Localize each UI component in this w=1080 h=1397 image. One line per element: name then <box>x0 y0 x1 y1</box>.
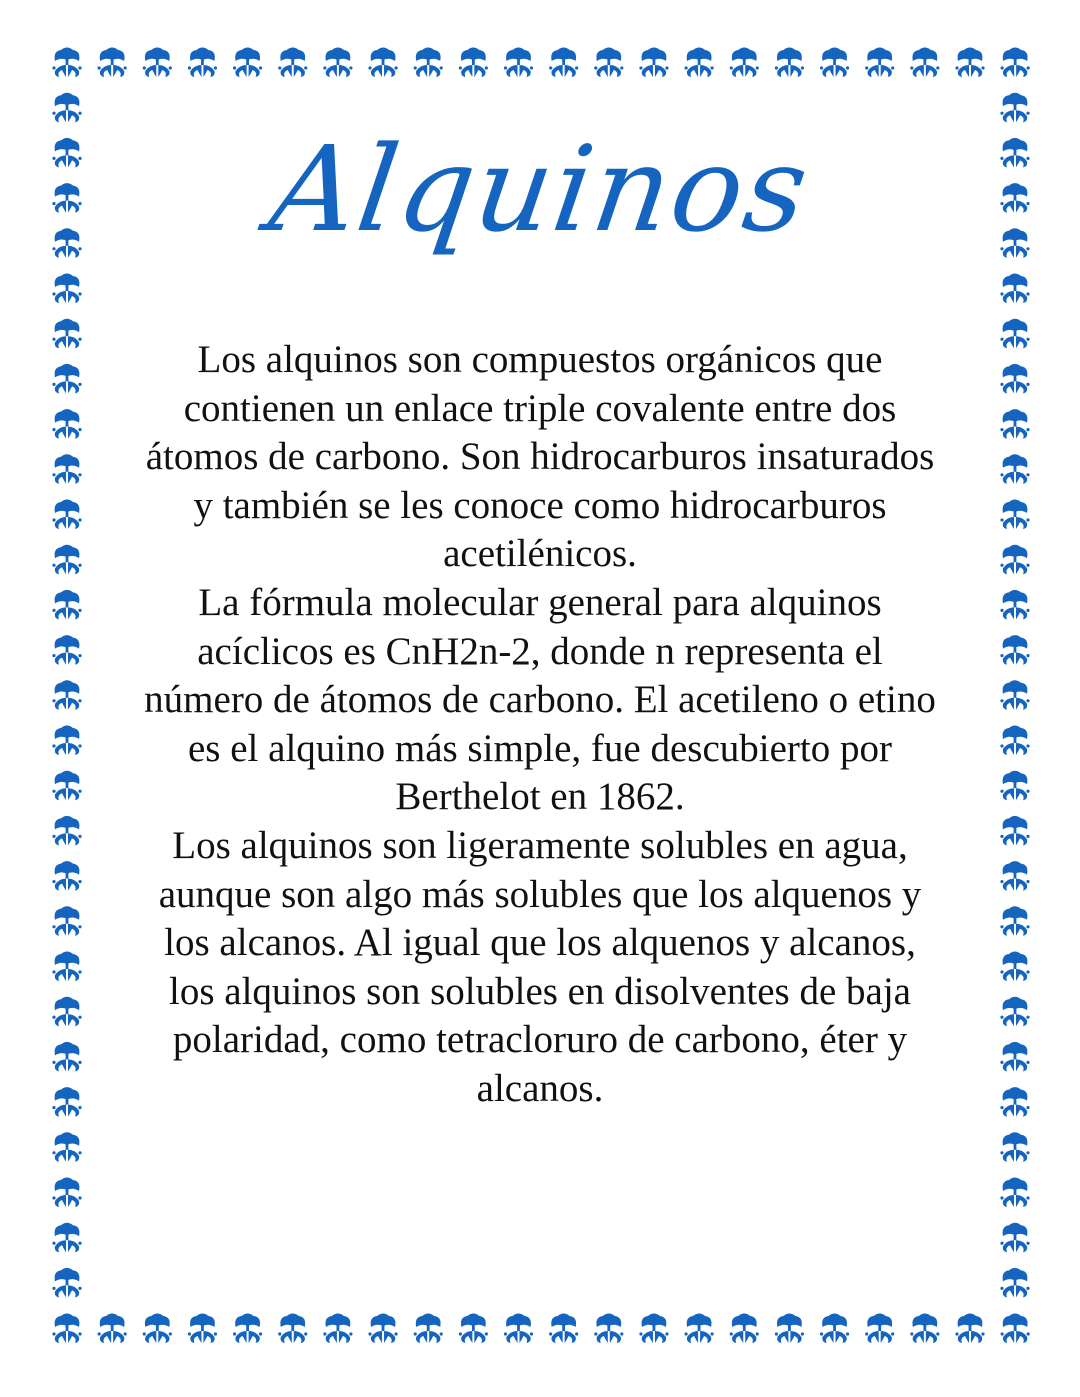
floral-ornament-icon <box>685 1314 714 1344</box>
floral-ornament-icon <box>1000 1132 1029 1162</box>
floral-ornament-icon <box>414 1314 443 1344</box>
floral-ornament-icon <box>52 590 81 620</box>
floral-ornament-icon <box>188 48 217 78</box>
floral-ornament-icon <box>52 997 81 1026</box>
floral-ornament-icon <box>1000 319 1029 349</box>
floral-ornament-icon <box>143 48 172 78</box>
floral-ornament-icon <box>52 771 81 801</box>
floral-ornament-icon <box>1000 635 1029 665</box>
floral-ornament-icon <box>52 635 81 665</box>
floral-ornament-icon <box>459 48 488 78</box>
floral-ornament-icon <box>52 680 81 710</box>
floral-ornament-icon <box>52 816 81 846</box>
floral-ornament-icon <box>775 48 804 78</box>
floral-ornament-icon <box>1000 861 1029 891</box>
floral-ornament-icon <box>52 1042 81 1072</box>
paragraph-formula: La fórmula molecular general para alquinos acíclicos es CnH2n-2, donde n representa el número de átomos de carbono. El acetileno o etino es el alquino más simple, fue descubierto por Berthelot en 1862. <box>144 580 936 819</box>
floral-ornament-icon <box>233 48 262 78</box>
floral-ornament-icon <box>1001 1314 1030 1344</box>
floral-ornament-icon <box>143 1314 172 1344</box>
floral-ornament-icon <box>188 1314 217 1344</box>
floral-ornament-icon <box>1000 1178 1029 1208</box>
floral-ornament-icon <box>278 1314 307 1344</box>
floral-ornament-icon <box>594 1314 623 1344</box>
floral-ornament-icon <box>1000 997 1029 1026</box>
floral-ornament-icon <box>504 48 533 78</box>
floral-ornament-icon <box>910 1314 939 1344</box>
floral-ornament-icon <box>98 1314 127 1344</box>
floral-ornament-icon <box>1000 1087 1029 1117</box>
floral-ornament-icon <box>1000 1223 1029 1253</box>
floral-ornament-icon <box>52 726 81 756</box>
floral-ornament-icon <box>1000 409 1029 439</box>
floral-ornament-icon <box>323 48 352 78</box>
floral-ornament-icon <box>955 1314 984 1344</box>
floral-ornament-icon <box>504 1314 533 1344</box>
floral-ornament-icon <box>1001 48 1030 78</box>
floral-ornament-icon <box>1000 1042 1029 1072</box>
floral-ornament-icon <box>52 861 81 891</box>
floral-ornament-icon <box>549 48 578 78</box>
floral-ornament-icon <box>52 1087 81 1117</box>
floral-ornament-icon <box>1000 726 1029 756</box>
floral-ornament-icon <box>52 1132 81 1162</box>
floral-ornament-icon <box>1000 816 1029 846</box>
floral-ornament-icon <box>1000 274 1029 304</box>
floral-ornament-icon <box>52 952 81 982</box>
floral-ornament-icon <box>820 48 849 78</box>
floral-ornament-icon <box>233 1314 262 1344</box>
floral-ornament-icon <box>1000 500 1029 530</box>
document-body <box>140 336 940 1114</box>
floral-ornament-icon <box>955 48 984 78</box>
floral-ornament-icon <box>52 409 81 439</box>
floral-ornament-icon <box>52 906 81 936</box>
floral-ornament-icon <box>1000 952 1029 982</box>
floral-ornament-icon <box>368 48 397 78</box>
floral-ornament-icon <box>730 1314 759 1344</box>
floral-ornament-icon <box>459 1314 488 1344</box>
floral-ornament-icon <box>52 1268 81 1298</box>
page-title: Alquinos <box>262 120 818 258</box>
floral-ornament-icon <box>1000 771 1029 801</box>
floral-ornament-icon <box>639 48 668 78</box>
floral-ornament-icon <box>52 1178 81 1208</box>
floral-ornament-icon <box>52 500 81 530</box>
floral-ornament-icon <box>414 48 443 78</box>
floral-ornament-icon <box>323 1314 352 1344</box>
floral-ornament-icon <box>1000 364 1029 394</box>
floral-ornament-icon <box>1000 1268 1029 1298</box>
floral-ornament-icon <box>730 48 759 78</box>
floral-ornament-icon <box>52 48 81 78</box>
floral-ornament-icon <box>820 1314 849 1344</box>
floral-ornament-icon <box>52 1223 81 1253</box>
floral-ornament-icon <box>910 48 939 78</box>
floral-ornament-icon <box>865 48 894 78</box>
floral-ornament-icon <box>639 1314 668 1344</box>
floral-ornament-icon <box>1000 906 1029 936</box>
floral-ornament-icon <box>865 1314 894 1344</box>
floral-ornament-icon <box>52 454 81 484</box>
floral-ornament-icon <box>52 545 81 575</box>
floral-ornament-icon <box>1000 680 1029 710</box>
floral-ornament-icon <box>52 274 81 304</box>
paragraph-definition: Los alquinos son compuestos orgánicos que contienen un enlace triple covalente entre dos átomos de carbono. Son hidrocarburos insaturados y también se les conoce como hidrocarburos acetilénicos. <box>145 338 935 576</box>
floral-ornament-icon <box>278 48 307 78</box>
floral-ornament-icon <box>594 48 623 78</box>
floral-ornament-icon <box>685 48 714 78</box>
floral-ornament-icon <box>1000 545 1029 575</box>
floral-ornament-icon <box>52 1314 81 1344</box>
floral-ornament-icon <box>1000 590 1029 620</box>
floral-ornament-icon <box>52 93 81 123</box>
floral-ornament-icon <box>368 1314 397 1344</box>
floral-ornament-icon <box>52 319 81 349</box>
floral-ornament-icon <box>52 364 81 394</box>
floral-ornament-icon <box>549 1314 578 1344</box>
paragraph-solubility: Los alquinos son ligeramente solubles en agua, aunque son algo más solubles que los alquenos y los alcanos. Al igual que los alquenos y alcanos, los alquinos son solubles en disolventes de baja polaridad, como tetracloruro de carbono, éter y alcanos. <box>158 823 922 1110</box>
floral-ornament-icon <box>1000 93 1029 123</box>
floral-ornament-icon <box>98 48 127 78</box>
floral-ornament-icon <box>1000 454 1029 484</box>
floral-ornament-icon <box>775 1314 804 1344</box>
